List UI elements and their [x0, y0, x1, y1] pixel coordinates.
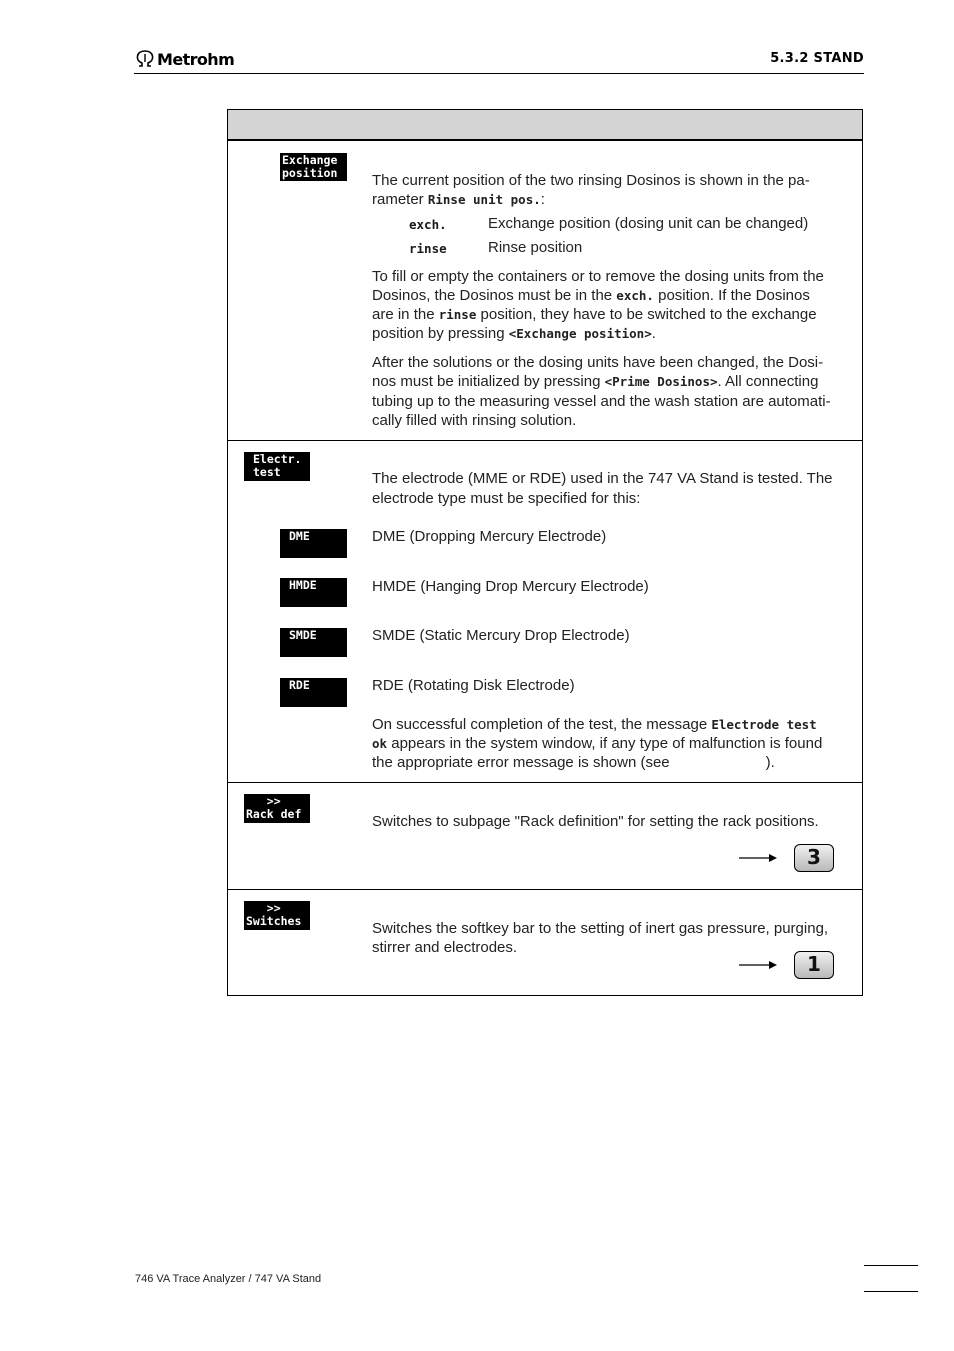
exchange-desc-line: The current position of the two rinsing Dosinos is shown in the pa- — [372, 172, 810, 189]
page-3-key[interactable]: 3 — [794, 844, 834, 872]
switches-desc-line: Switches the softkey bar to the setting of inert gas pressure, purging, — [372, 920, 829, 937]
exchange-para-line: nos must be initialized by pressing <Prime Dosinos>. All connecting — [372, 373, 819, 390]
section-title: 5.3.2 STAND — [770, 51, 864, 66]
rde-softkey[interactable]: RDE — [280, 678, 347, 707]
row-divider — [228, 782, 862, 783]
exchange-para-line: are in the rinse position, they have to be switched to the exchange — [372, 306, 817, 323]
brand-name: Metrohm — [157, 49, 235, 69]
footer-rule — [864, 1291, 918, 1292]
arrow-right-icon — [739, 960, 777, 970]
table-header-band — [228, 110, 862, 141]
header-rule — [134, 73, 864, 74]
dme-softkey[interactable]: DME — [280, 529, 347, 558]
brand-logo — [135, 48, 234, 70]
message-text: ok — [372, 736, 388, 751]
electrode-option-desc: DME (Dropping Mercury Electrode) — [372, 528, 607, 545]
row-divider — [228, 440, 862, 441]
exchange-para-line: After the solutions or the dosing units have been changed, the Dosi- — [372, 354, 824, 371]
definition-desc: Rinse position — [488, 239, 583, 256]
metrohm-omega-icon — [135, 50, 155, 68]
definition-desc: Exchange position (dosing unit can be changed) — [488, 215, 809, 232]
footer-rule — [864, 1265, 918, 1266]
exchange-position-softkey[interactable]: Exchange position — [280, 153, 347, 181]
message-text: Electrode test — [711, 717, 817, 732]
switches-softkey[interactable]: >> Switches — [244, 901, 310, 930]
electrode-result-line: ok appears in the system window, if any type of malfunction is found — [372, 735, 823, 752]
exchange-para-line: position by pressing <Exchange position>. — [372, 325, 656, 342]
arrow-right-icon — [739, 853, 777, 863]
rack-def-softkey[interactable]: >> Rack def — [244, 794, 310, 823]
hmde-softkey[interactable]: HMDE — [280, 578, 347, 607]
electrode-option-desc: RDE (Rotating Disk Electrode) — [372, 677, 575, 694]
exchange-desc-line: rameter Rinse unit pos.: — [372, 191, 545, 208]
switches-desc-line: stirrer and electrodes. — [372, 939, 518, 956]
electrode-desc-line: The electrode (MME or RDE) used in the 747 VA Stand is tested. The — [372, 470, 833, 487]
definition-term: rinse — [409, 241, 447, 256]
page-1-key[interactable]: 1 — [794, 951, 834, 979]
exchange-para-line: tubing up to the measuring vessel and the wash station are automati- — [372, 393, 831, 410]
definition-term: exch. — [409, 217, 447, 232]
electrode-option-desc: SMDE (Static Mercury Drop Electrode) — [372, 627, 630, 644]
footer-product: 746 VA Trace Analyzer / 747 VA Stand — [135, 1273, 322, 1285]
electrode-test-softkey[interactable]: Electr. test — [244, 452, 310, 481]
electrode-result-line: On successful completion of the test, the message Electrode test — [372, 716, 817, 733]
row-divider — [228, 889, 862, 890]
parameter-name: Rinse unit pos. — [427, 192, 541, 207]
smde-softkey[interactable]: SMDE — [280, 628, 347, 657]
exchange-para-line: To fill or empty the containers or to remove the dosing units from the — [372, 268, 824, 285]
electrode-option-desc: HMDE (Hanging Drop Mercury Electrode) — [372, 578, 649, 595]
exchange-para-line: Dosinos, the Dosinos must be in the exch. position. If the Dosinos — [372, 287, 810, 304]
electrode-desc-line: electrode type must be specified for this: — [372, 490, 641, 507]
electrode-result-line: the appropriate error message is shown (see ). — [372, 754, 775, 771]
rack-desc: Switches to subpage "Rack definition" for setting the rack positions. — [372, 813, 819, 830]
exchange-para-line: cally filled with rinsing solution. — [372, 412, 577, 429]
